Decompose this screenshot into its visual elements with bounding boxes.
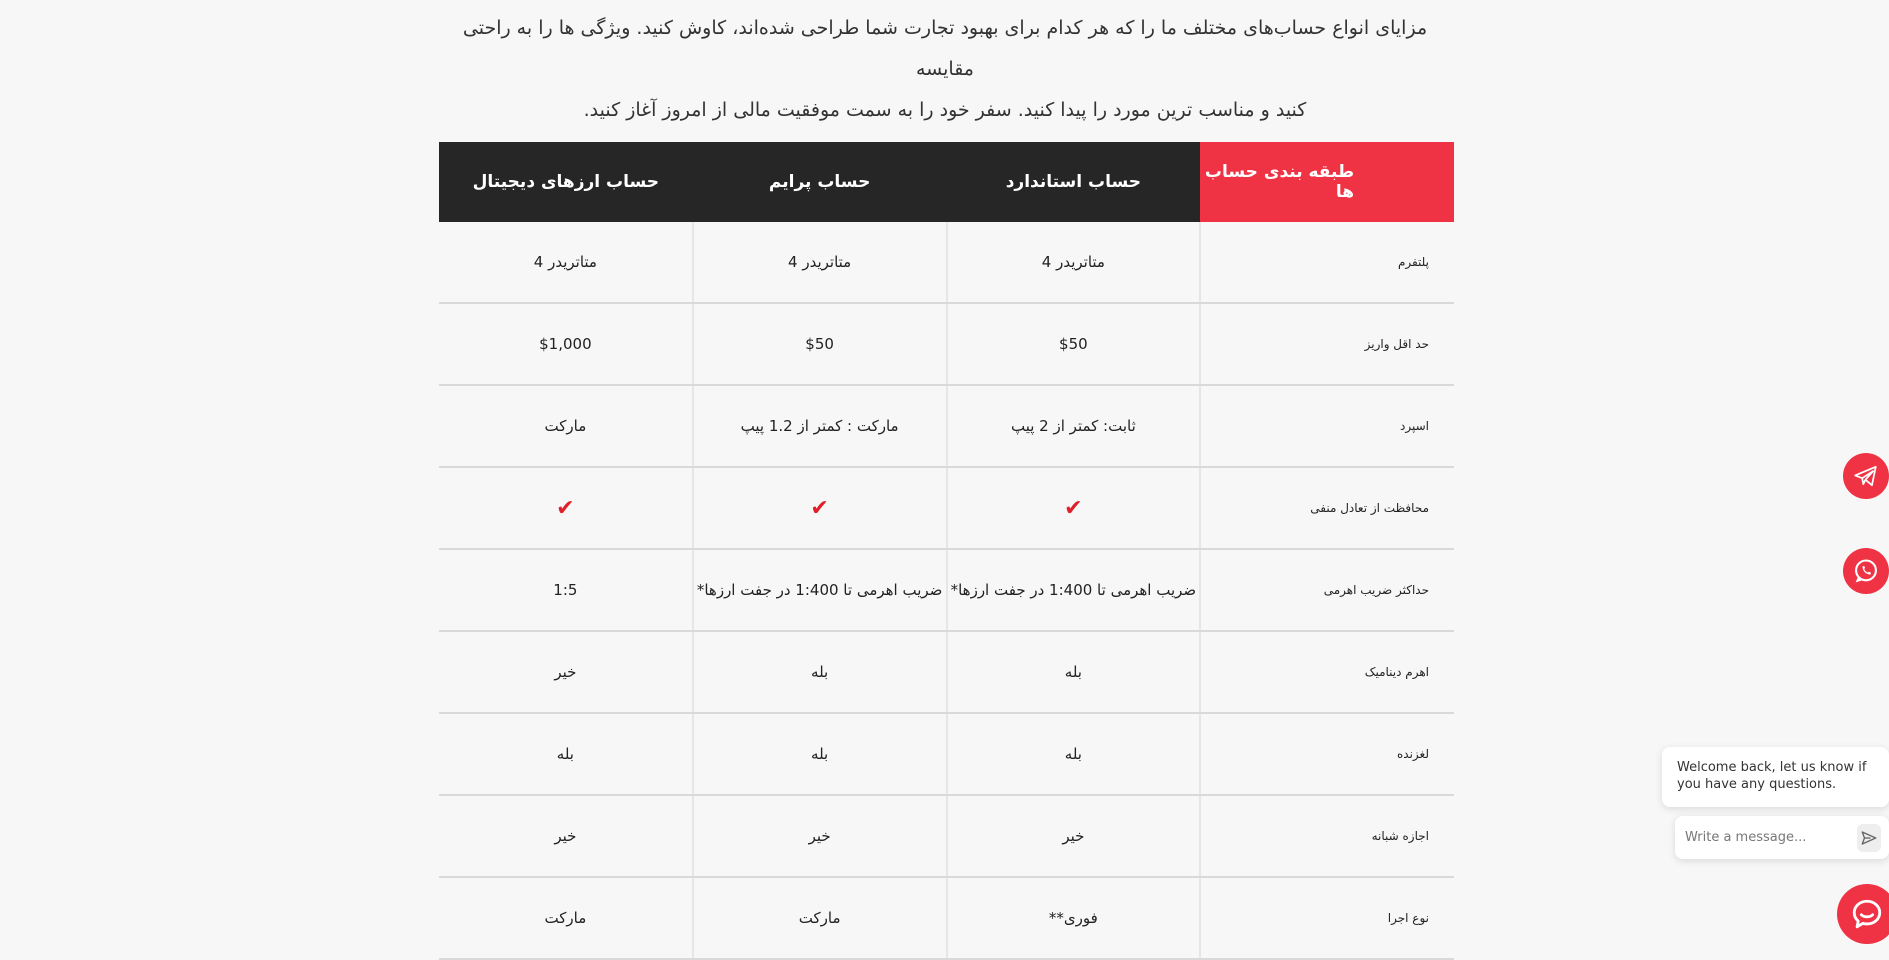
table-cell: مارکت xyxy=(439,385,693,467)
intro-line-1: مزایای انواع حساب‌های مختلف ما را که هر کدام برای بهبود تجارت شما طراحی شده‌اند، کاوش کنید. ویژگی ها را به راحتی مقایسه xyxy=(462,17,1428,80)
table-cell: بله xyxy=(693,713,947,795)
table-cell: فوری** xyxy=(947,877,1201,959)
table-row xyxy=(439,877,1454,959)
row-label: حداکثر ضریب اهرمی xyxy=(1200,549,1454,631)
table-cell: مارکت : کمتر از 1.2 پیپ xyxy=(693,385,947,467)
table-cell: خیر xyxy=(439,631,693,713)
header-prime-account: حساب پرایم xyxy=(693,142,947,222)
table-cell: 1:5 xyxy=(439,549,693,631)
table-row xyxy=(439,549,1454,631)
table-row xyxy=(439,631,1454,713)
checkmark-icon: ✔ xyxy=(556,495,575,521)
table-header-row xyxy=(439,142,1454,222)
table-cell: بله xyxy=(947,713,1201,795)
chat-greeting: Welcome back, let us know if you have any questions. xyxy=(1662,747,1889,807)
table-cell: $1,000 xyxy=(439,303,693,385)
table-cell: ثابت: کمتر از 2 پیپ xyxy=(947,385,1201,467)
table-cell: بله xyxy=(693,631,947,713)
header-crypto-account: حساب ارزهای دیجیتال xyxy=(439,142,693,222)
account-comparison-table xyxy=(439,142,1454,960)
table-cell xyxy=(947,467,1201,549)
table-row xyxy=(439,303,1454,385)
checkmark-icon: ✔ xyxy=(810,495,829,521)
table-cell: مارکت xyxy=(693,877,947,959)
intro-text xyxy=(440,8,1450,131)
table-cell: $50 xyxy=(693,303,947,385)
table-cell: متاتریدر 4 xyxy=(439,222,693,303)
table-row xyxy=(439,713,1454,795)
table-cell: ضریب اهرمی تا 1:400 در جفت ارزها* xyxy=(947,549,1201,631)
telegram-icon xyxy=(1853,463,1879,489)
whatsapp-icon xyxy=(1852,557,1880,585)
table-cell: بله xyxy=(947,631,1201,713)
row-label: اجازه شبانه xyxy=(1200,795,1454,877)
row-label: محافظت از تعادل منفی xyxy=(1200,467,1454,549)
row-label: لغزنده xyxy=(1200,713,1454,795)
table-cell: خیر xyxy=(947,795,1201,877)
table-cell xyxy=(693,467,947,549)
table-row xyxy=(439,795,1454,877)
table-row xyxy=(439,222,1454,303)
send-icon xyxy=(1860,829,1878,847)
table-row xyxy=(439,467,1454,549)
table-cell: ضریب اهرمی تا 1:400 در جفت ارزها* xyxy=(693,549,947,631)
header-account-classification: طبقه بندی حساب ها xyxy=(1200,142,1454,222)
table-row xyxy=(439,385,1454,467)
table-cell: $50 xyxy=(947,303,1201,385)
table-cell: بله xyxy=(439,713,693,795)
chat-icon xyxy=(1850,897,1884,931)
chat-input-container xyxy=(1675,816,1889,859)
telegram-button[interactable] xyxy=(1843,453,1889,499)
row-label: پلتفرم xyxy=(1200,222,1454,303)
row-label: اسپرد xyxy=(1200,385,1454,467)
table-cell: خیر xyxy=(439,795,693,877)
header-standard-account: حساب استاندارد xyxy=(947,142,1201,222)
row-label: اهرم دینامیک xyxy=(1200,631,1454,713)
checkmark-icon: ✔ xyxy=(1064,495,1083,521)
chat-launcher-button[interactable] xyxy=(1837,884,1889,944)
table-cell: خیر xyxy=(693,795,947,877)
intro-line-2: کنید و مناسب ترین مورد را پیدا کنید. سفر خود را به سمت موفقیت مالی از امروز آغاز کنید. xyxy=(583,99,1307,121)
table-cell xyxy=(439,467,693,549)
row-label: حد اقل واریز xyxy=(1200,303,1454,385)
table-cell: متاتریدر 4 xyxy=(947,222,1201,303)
chat-message-input[interactable] xyxy=(1675,829,1857,846)
row-label: نوع اجرا xyxy=(1200,877,1454,959)
chat-send-button[interactable] xyxy=(1857,824,1881,852)
table-cell: مارکت xyxy=(439,877,693,959)
whatsapp-button[interactable] xyxy=(1843,548,1889,594)
table-cell: متاتریدر 4 xyxy=(693,222,947,303)
